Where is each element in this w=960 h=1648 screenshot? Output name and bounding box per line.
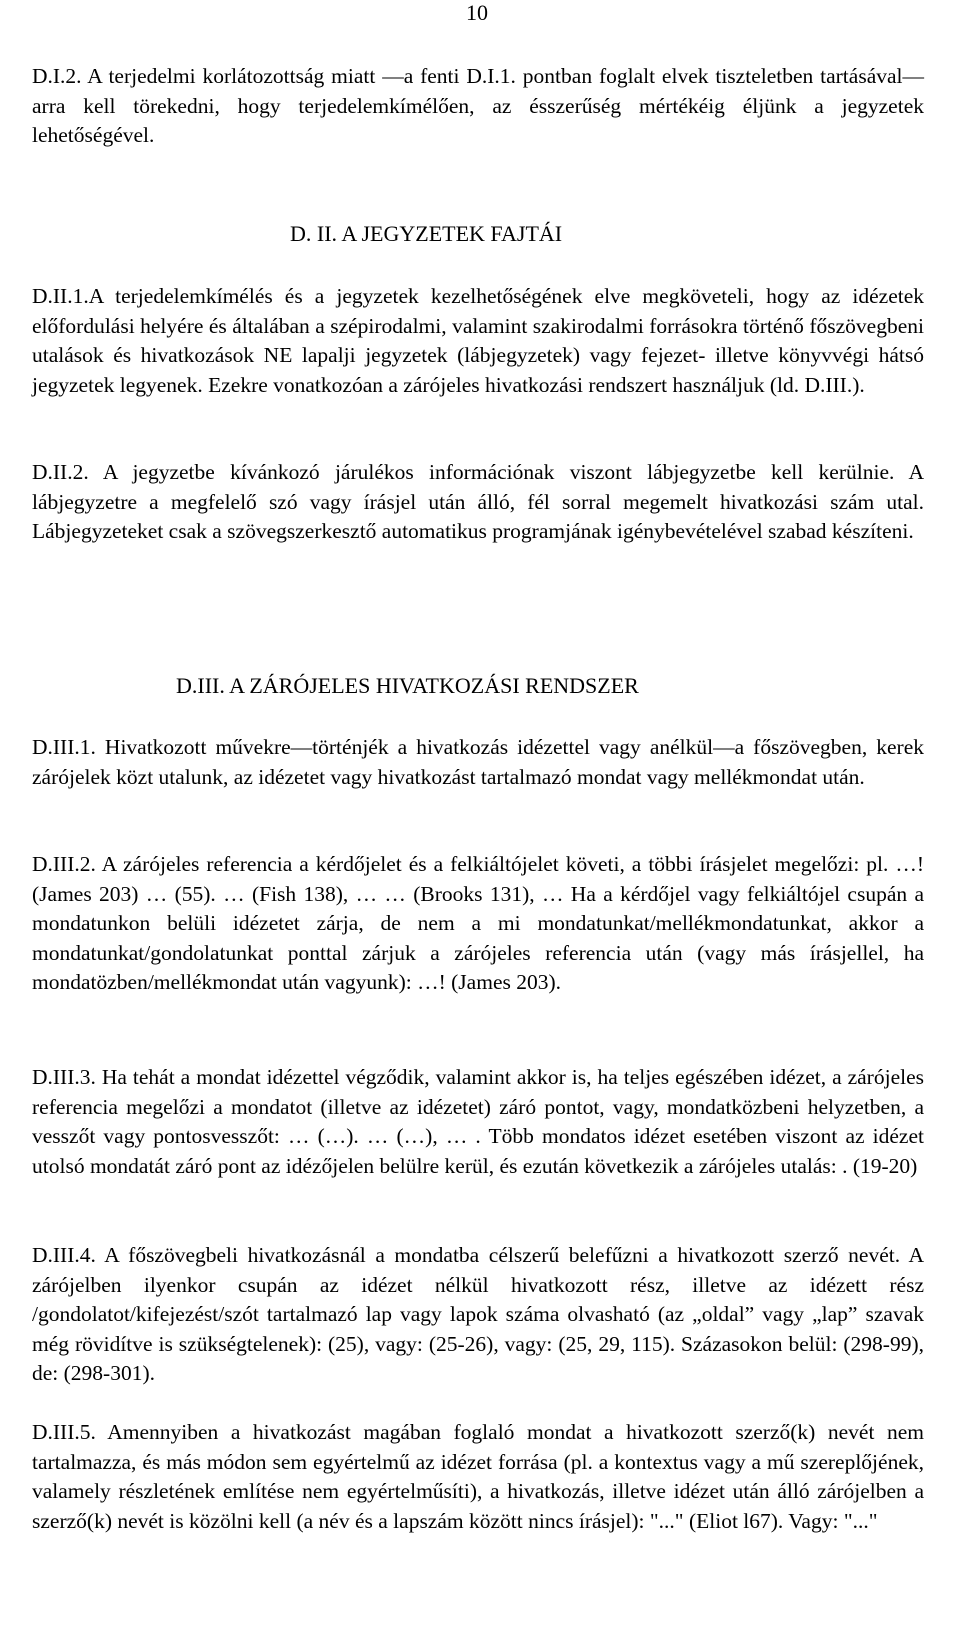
paragraph-text: D.II.1.A terjedelemkímélés és a jegyzetek kezelhetőségének elve megköveteli, hogy az idézetek előfordulási helyére és általában a szépirodalmi, valamint szakirodalmi forrásokra történő főszövegbeni utalások és hivatkozások NE lapalji jegyzetek (lábjegyzetek) vagy fejezet- illetve könyvvégi hátsó jegyzetek legyenek. Ezekre vonatkozóan a zárójeles hivatkozási rendszert használjuk (ld. D.III.).: [32, 284, 924, 397]
paragraph-d-ii-1: [32, 282, 924, 400]
paragraph-text: D.III.2. A zárójeles referencia a kérdőjelet és a felkiáltójelet követi, a többi írásjelet megelőzi: pl. …! (James 203) … (55). … (Fish 138), … … (Brooks 131), … Ha a kérdőjel vagy felkiáltójel csupán a mondatunkon belüli idézetet zárja, de nem a mi mondatunkat/mellékmondatunkat, akkor a mondatunkat/gondolatunkat ponttal zárjuk a zárójeles referencia után (vagy más írásjellel, ha mondatözben/mellékmondat után vagyunk): …! (James 203).: [32, 852, 924, 994]
paragraph-d-iii-3: [32, 1063, 924, 1181]
paragraph-text: D.III.5. Amennyiben a hivatkozást magában foglaló mondat a hivatkozott szerző(k) nevét nem tartalmazza, és más módon sem egyértelmű az idézet forrása (pl. a kontextus vagy a mű szereplőjének, valamely részletének említése nem egyértelműsíti), a hivatkozás, illetve idézet után álló zárójelben a szerző(k) nevét is közölni kell (a név és a lapszám között nincs írásjel): "..." (Eliot l67). Vagy: "...": [32, 1420, 924, 1533]
paragraph-text: D.III.1. Hivatkozott művekre—történjék a hivatkozás idézettel vagy anélkül—a főszövegben, kerek zárójelek közt utalunk, az idézetet vagy hivatkozást tartalmazó mondat vagy mellékmondat után.: [32, 735, 924, 789]
paragraph-text: D.III.4. A főszövegbeli hivatkozásnál a mondatba célszerű belefűzni a hivatkozott szerző nevét. A zárójelben ilyenkor csupán az idézet nélkül hivatkozott rész, illetve az idézett rész /gondolatot/kifejezést/szót tartalmazó lap vagy lapok száma olvasható (az „oldal” vagy „lap” szavak még rövidítve is szükségtelenek): (25), vagy: (25-26), vagy: (25, 29, 115). Százasokon belül: (298-99), de: (298-301).: [32, 1243, 924, 1385]
section-heading-d-iii: D.III. A ZÁRÓJELES HIVATKOZÁSI RENDSZER: [176, 673, 639, 698]
paragraph-d-i-2: [32, 62, 924, 151]
section-heading-d-ii: D. II. A JEGYZETEK FAJTÁI: [290, 221, 563, 246]
paragraph-d-iii-5: [32, 1418, 924, 1536]
paragraph-d-ii-2: [32, 458, 924, 547]
page-number: 10: [466, 0, 488, 25]
paragraph-text: D.I.2. A terjedelmi korlátozottság miatt —a fenti D.I.1. pontban foglalt elvek tiszteletben tartásával—arra kell törekedni, hogy terjedelemkímélően, az ésszerűség mértékéig éljünk a jegyzetek lehetőségével.: [32, 64, 924, 147]
paragraph-text: D.II.2. A jegyzetbe kívánkozó járulékos információnak viszont lábjegyzetbe kell kerülnie. A lábjegyzetre a megfelelő szó vagy írásjel után álló, fél sorral megemelt hivatkozási szám utal. Lábjegyzeteket csak a szövegszerkesztő automatikus programjának igénybevételével szabad készíteni.: [32, 460, 924, 543]
paragraph-text: D.III.3. Ha tehát a mondat idézettel végződik, valamint akkor is, ha teljes egészében idézet, a zárójeles referencia megelőzi a mondatot (illetve az idézetet) záró pontot, vagy, mondatközbeni helyzetben, a vesszőt vagy pontosvesszőt: … (…). … (…), … . Több mondatos idézet esetében viszont az idézet utolsó mondatát záró pont az idézőjelen belülre kerül, és ezután következik a zárójeles utalás: . (19-20): [32, 1065, 924, 1178]
paragraph-d-iii-4: [32, 1241, 924, 1389]
paragraph-d-iii-2: [32, 850, 924, 998]
paragraph-d-iii-1: [32, 733, 924, 792]
